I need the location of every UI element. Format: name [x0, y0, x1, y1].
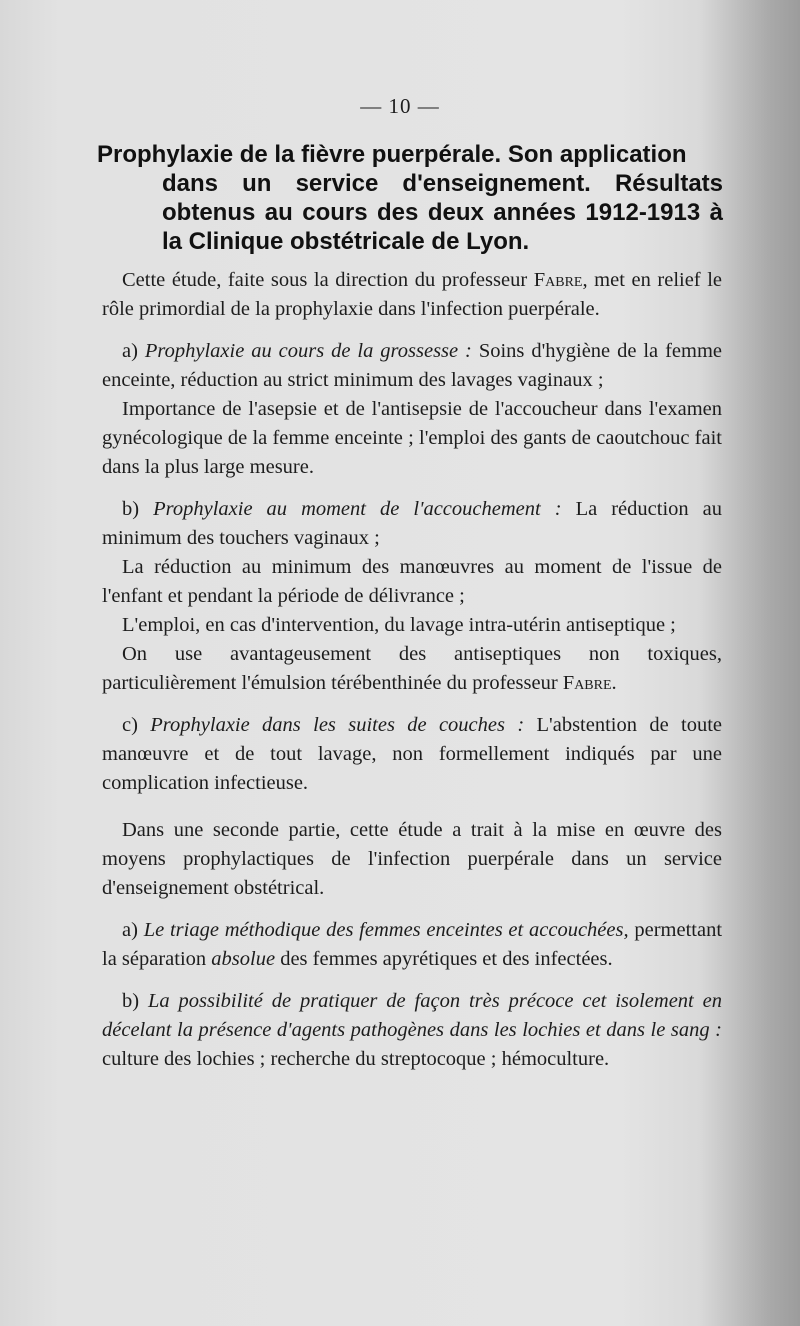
paragraph-a: [102, 337, 722, 395]
paragraph-c: [102, 711, 722, 798]
body-text: [102, 266, 722, 1074]
intro-text-end: , met en relief le rôle primordial de la prophylaxie dans l'infection puerpérale.: [102, 269, 722, 320]
author-name-2: Fabre: [562, 672, 612, 694]
paragraph-b-4: [102, 640, 722, 698]
emphasis-absolue: absolue: [211, 948, 276, 970]
heading-a: Prophylaxie au cours de la grossesse :: [144, 340, 472, 362]
heading-b2: La possibilité de pratiquer de façon très précoce cet isolement en décelant la présence d'agents pathogènes dans les lochies et dans le sang :: [102, 990, 723, 1041]
text-c: L'abstention de toute manœuvre et de tout lavage, non formellement indiqués par une complication infectieuse.: [102, 714, 722, 794]
paragraph-a2: [102, 916, 722, 974]
paragraph-b2: [102, 987, 722, 1074]
label-a2: a): [122, 919, 138, 941]
label-b2: b): [122, 990, 140, 1012]
label-c: c): [122, 714, 138, 736]
author-name: Fabre: [533, 269, 583, 291]
text-a2-end: des femmes apyrétiques et des infectées.: [280, 948, 613, 970]
paragraph-a-2: Importance de l'asepsie et de l'antisepsie de l'accoucheur dans l'examen gynécologique de la femme enceinte ; l'emploi des gants de caoutchouc fait dans la plus large mesure.: [102, 398, 722, 478]
text-a: Soins d'hygiène de la femme enceinte, réduction au strict minimum des lavages vaginaux ;: [102, 340, 722, 391]
heading-b: Prophylaxie au moment de l'accouchement :: [153, 498, 562, 520]
period: .: [611, 672, 617, 694]
label-b: b): [122, 498, 140, 520]
heading-c: Prophylaxie dans les suites de couches :: [150, 714, 525, 736]
heading-a2: Le triage méthodique des femmes enceintes et accouchées,: [143, 919, 629, 941]
page-number: — 10 —: [360, 94, 440, 118]
text-b: La réduction au minimum des touchers vaginaux ;: [102, 498, 723, 549]
title-line-1: Prophylaxie de la fièvre puerpérale. Son application: [97, 141, 687, 168]
text-a2: permettant la séparation: [102, 919, 723, 970]
paragraph-b-2: La réduction au minimum des manœuvres au moment de l'issue de l'enfant et pendant la période de délivrance ;: [102, 556, 722, 607]
paragraph-b: [102, 495, 722, 553]
text-b2: culture des lochies ; recherche du streptocoque ; hémoculture.: [102, 1048, 610, 1070]
text-b-4: On use avantageusement des antiseptiques non toxiques, particulièrement l'émulsion térébenthinée du professeur: [102, 643, 722, 694]
label-a: a): [122, 340, 138, 362]
intro-paragraph: [102, 266, 722, 324]
section-title: [97, 140, 723, 256]
title-rest: dans un service d'enseignement. Résultats obtenus au cours des deux années 1912-1913 à la Clinique obstétricale de Lyon.: [162, 170, 723, 255]
intro-text: Cette étude, faite sous la direction du professeur: [122, 269, 528, 291]
paragraph-b-3: L'emploi, en cas d'intervention, du lavage intra-utérin antiseptique ;: [122, 614, 676, 636]
paragraph-second-part: Dans une seconde partie, cette étude a trait à la mise en œuvre des moyens prophylactiques de l'infection puerpérale dans un service d'enseignement obstétrical.: [102, 819, 722, 899]
